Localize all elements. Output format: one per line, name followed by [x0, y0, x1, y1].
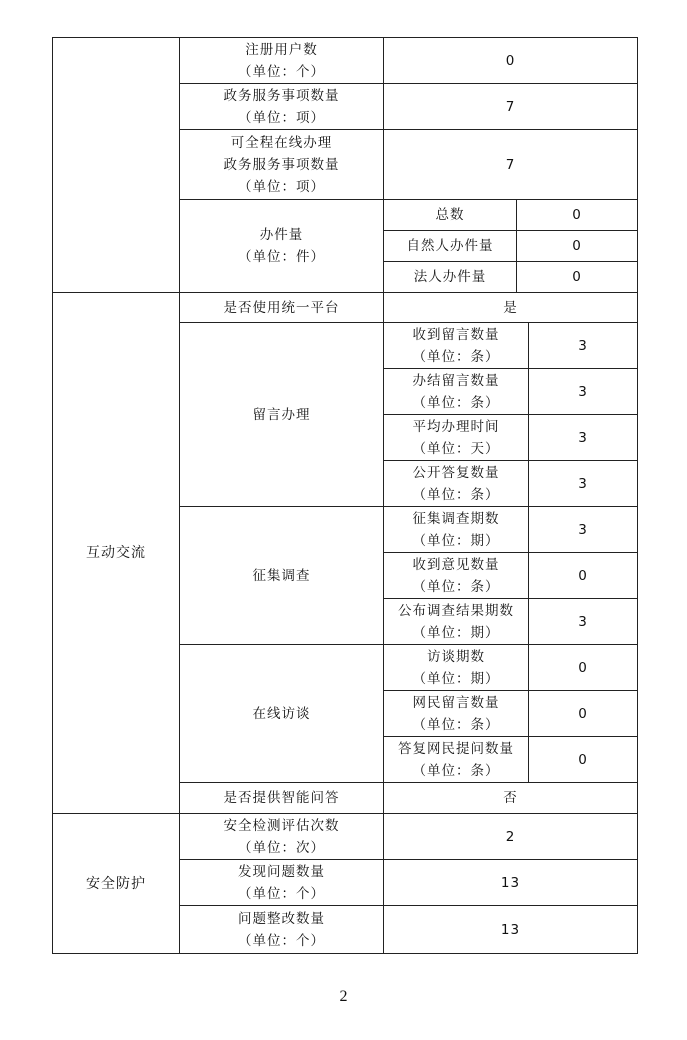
online-items-label: 可全程在线办理 政务服务事项数量 （单位：项） — [180, 130, 384, 200]
issues-fixed-label: 问题整改数量 （单位：个） — [180, 906, 384, 954]
cases-total-value: 0 — [517, 200, 638, 231]
messages-received-label: 收到留言数量 （单位：条） — [384, 323, 529, 369]
interview-periods-label: 访谈期数 （单位：期） — [384, 645, 529, 691]
issues-found-label: 发现问题数量 （单位：个） — [180, 860, 384, 906]
service-items-label: 政务服务事项数量 （单位：项） — [180, 84, 384, 130]
smart-qa-value: 否 — [384, 783, 638, 814]
service-items-value: 7 — [384, 84, 638, 130]
survey-opinions-label: 收到意见数量 （单位：条） — [384, 553, 529, 599]
interview-title: 在线访谈 — [180, 645, 384, 783]
issues-fixed-value: 13 — [384, 906, 638, 954]
survey-results-label: 公布调查结果期数 （单位：期） — [384, 599, 529, 645]
messages-avg-time-label: 平均办理时间 （单位：天） — [384, 415, 529, 461]
cases-natural-label: 自然人办件量 — [384, 231, 517, 262]
interview-netizen-msgs-value: 0 — [529, 691, 638, 737]
security-category: 安全防护 — [53, 814, 180, 954]
messages-handled-label: 办结留言数量 （单位：条） — [384, 369, 529, 415]
messages-public-replies-label: 公开答复数量 （单位：条） — [384, 461, 529, 507]
interview-periods-value: 0 — [529, 645, 638, 691]
messages-avg-time-value: 3 — [529, 415, 638, 461]
service-category-cell — [53, 38, 180, 293]
registered-users-value: 0 — [384, 38, 638, 84]
unified-platform-value: 是 — [384, 293, 638, 323]
cases-natural-value: 0 — [517, 231, 638, 262]
cases-total-label: 总数 — [384, 200, 517, 231]
statistics-table — [52, 37, 638, 954]
survey-opinions-value: 0 — [529, 553, 638, 599]
survey-periods-label: 征集调查期数 （单位：期） — [384, 507, 529, 553]
security-checks-label: 安全检测评估次数 （单位：次） — [180, 814, 384, 860]
cases-legal-value: 0 — [517, 262, 638, 293]
survey-periods-value: 3 — [529, 507, 638, 553]
messages-handled-value: 3 — [529, 369, 638, 415]
online-items-value: 7 — [384, 130, 638, 200]
interview-answered-label: 答复网民提问数量 （单位：条） — [384, 737, 529, 783]
messages-received-value: 3 — [529, 323, 638, 369]
messages-title: 留言办理 — [180, 323, 384, 507]
unified-platform-label: 是否使用统一平台 — [180, 293, 384, 323]
security-checks-value: 2 — [384, 814, 638, 860]
cases-label: 办件量 （单位：件） — [180, 200, 384, 293]
survey-title: 征集调查 — [180, 507, 384, 645]
issues-found-value: 13 — [384, 860, 638, 906]
interaction-category: 互动交流 — [53, 293, 180, 814]
interview-netizen-msgs-label: 网民留言数量 （单位：条） — [384, 691, 529, 737]
interview-answered-value: 0 — [529, 737, 638, 783]
page-number: 2 — [339, 988, 348, 1005]
messages-public-replies-value: 3 — [529, 461, 638, 507]
registered-users-label: 注册用户数 （单位：个） — [180, 38, 384, 84]
survey-results-value: 3 — [529, 599, 638, 645]
cases-legal-label: 法人办件量 — [384, 262, 517, 293]
smart-qa-label: 是否提供智能问答 — [180, 783, 384, 814]
